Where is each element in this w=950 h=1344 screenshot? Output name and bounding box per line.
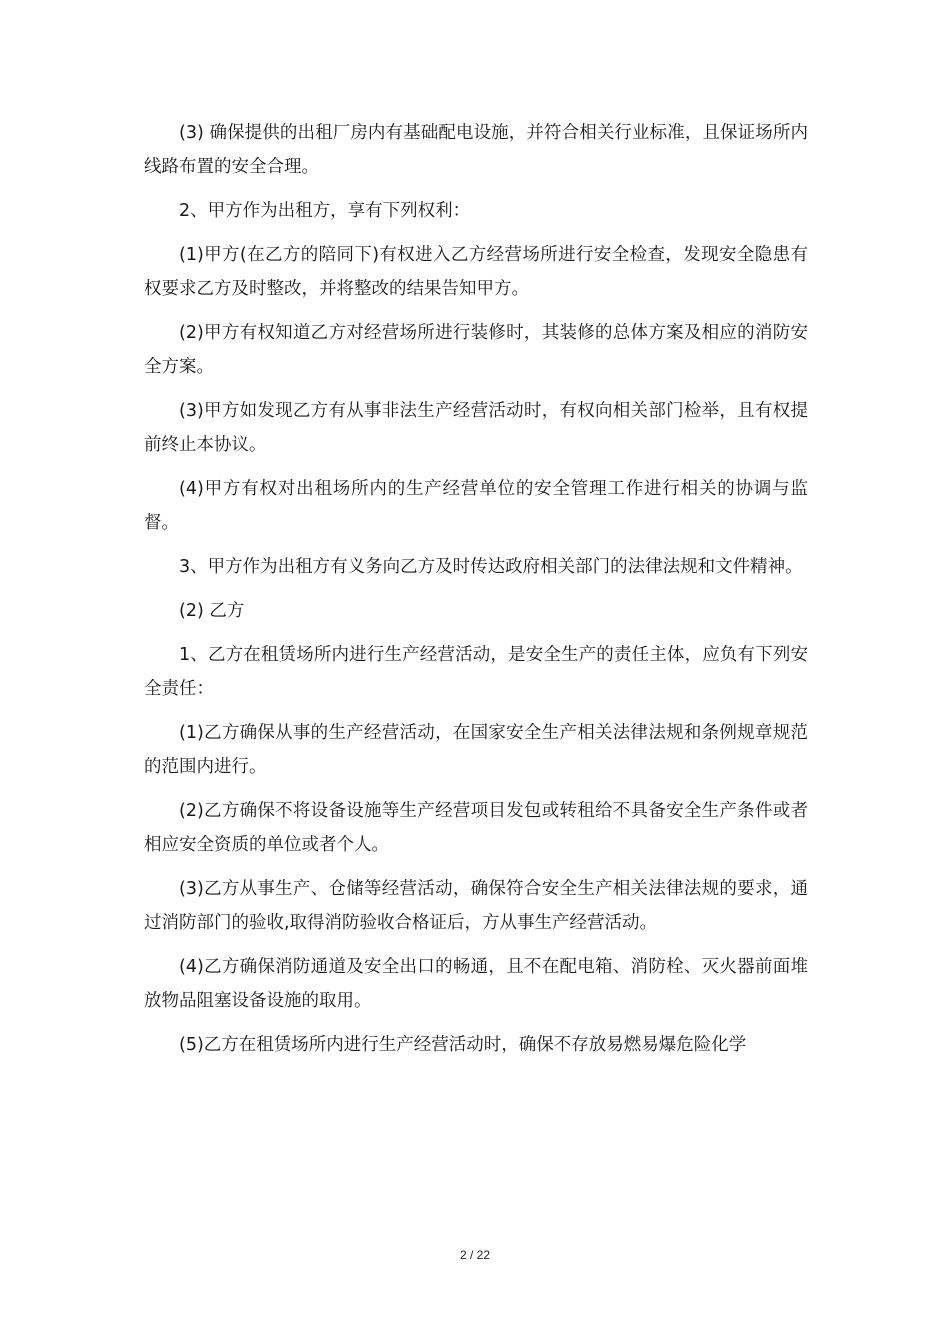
document-body [144,116,808,1072]
paragraph: (4)乙方确保消防通道及安全出口的畅通，且不在配电箱、消防栓、灭火器前面堆放物品阻塞设备设施的取用。 [144,957,808,1011]
paragraph: 1、乙方在租赁场所内进行生产经营活动，是安全生产的责任主体，应负有下列安全责任： [144,645,808,699]
paragraph: (1)甲方(在乙方的陪同下)有权进入乙方经营场所进行安全检查，发现安全隐患有权要求乙方及时整改，并将整改的结果告知甲方。 [144,245,808,299]
paragraph: (2)甲方有权知道乙方对经营场所进行装修时，其装修的总体方案及相应的消防安全方案。 [144,323,808,377]
paragraph: 3、甲方作为出租方有义务向乙方及时传达政府相关部门的法律法规和文件精神。 [179,557,803,577]
paragraph: (2)乙方确保不将设备设施等生产经营项目发包或转租给不具备安全生产条件或者相应安全资质的单位或者个人。 [144,801,808,855]
paragraph: (3)甲方如发现乙方有从事非法生产经营活动时，有权向相关部门检举，且有权提前终止本协议。 [144,401,808,455]
paragraph: (3) 确保提供的出租厂房内有基础配电设施，并符合相关行业标准，且保证场所内线路布置的安全合理。 [144,123,808,177]
paragraph: (3)乙方从事生产、仓储等经营活动，确保符合安全生产相关法律法规的要求，通过消防部门的验收,取得消防验收合格证后，方从事生产经营活动。 [144,879,808,933]
paragraph: (4)甲方有权对出租场所内的生产经营单位的安全管理工作进行相关的协调与监督。 [144,479,808,533]
paragraph: (1)乙方确保从事的生产经营活动，在国家安全生产相关法律法规和条例规章规范的范围内进行。 [144,723,808,777]
paragraph: (5)乙方在租赁场所内进行生产经营活动时，确保不存放易燃易爆危险化学 [179,1035,747,1055]
paragraph: 2、甲方作为出租方，享有下列权利： [179,201,471,221]
section-heading: (2) 乙方 [179,601,245,621]
page-number: 2 / 22 [459,1248,491,1262]
